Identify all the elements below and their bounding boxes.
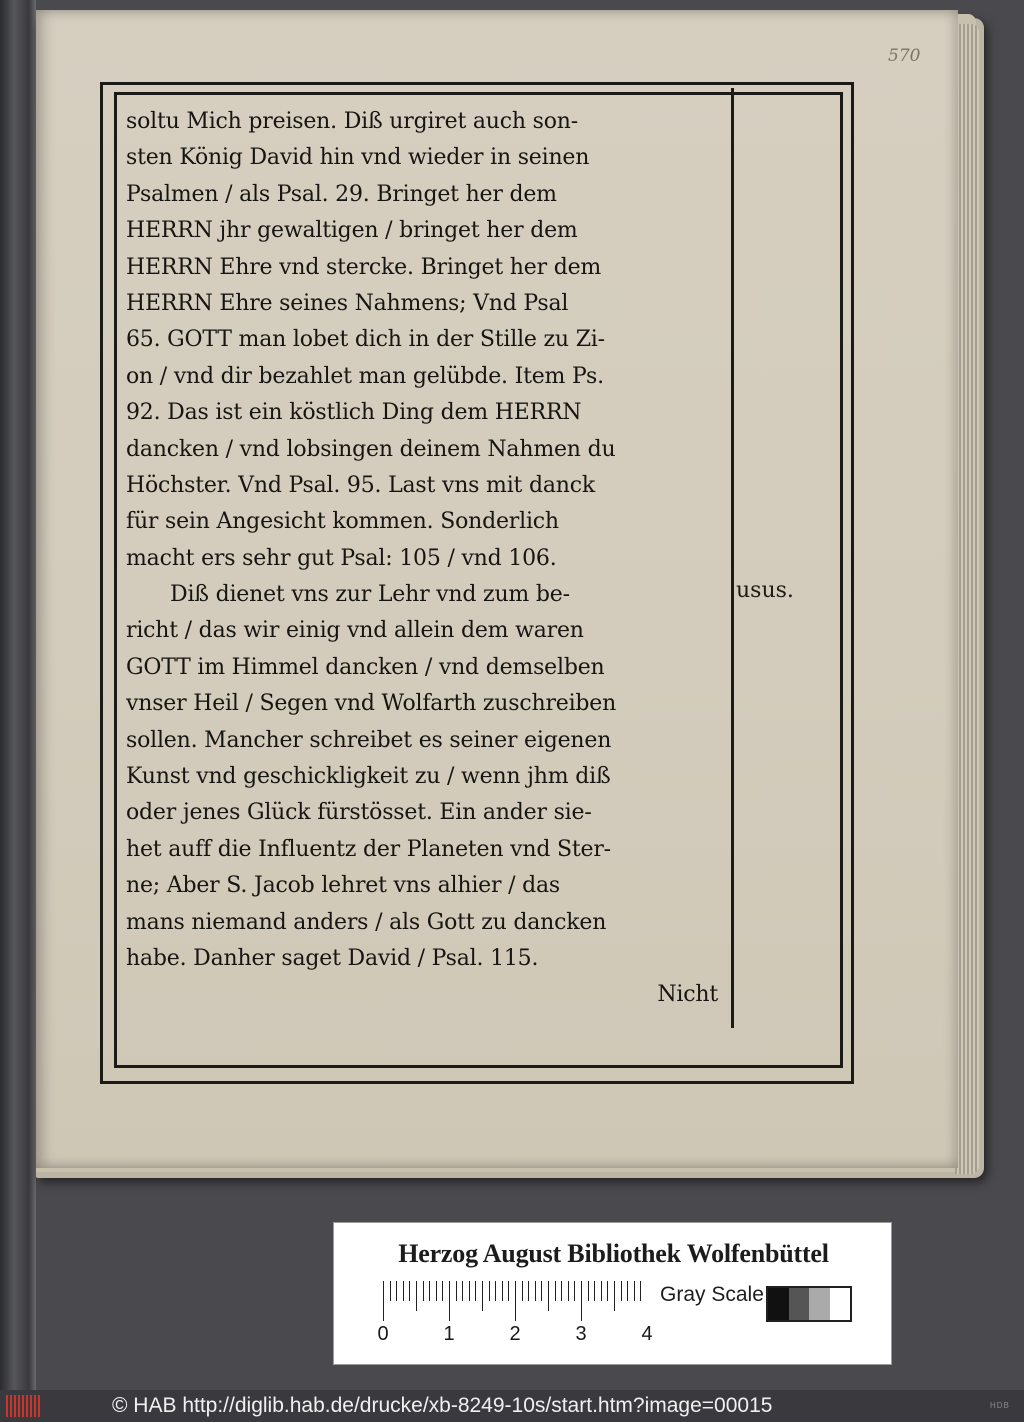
ruler-tick bbox=[423, 1281, 424, 1301]
text-line: Höchster. Vnd Psal. 95. Last vns mit danck bbox=[126, 472, 595, 498]
text-line: soltu Mich preisen. Diß urgiret auch son- bbox=[126, 109, 578, 134]
gray-swatch bbox=[809, 1288, 830, 1320]
color-scale-target bbox=[333, 1222, 892, 1365]
ruler-tick bbox=[555, 1281, 556, 1301]
ruler-tick bbox=[581, 1281, 582, 1321]
text-line: ne; Aber S. Jacob lehret vns alhier / das bbox=[126, 873, 561, 899]
text-line: Diß dienet vns zur Lehr vnd zum be- bbox=[170, 582, 570, 608]
text-line: für sein Angesicht kommen. Sonderlich bbox=[126, 509, 559, 535]
ruler-tick bbox=[568, 1281, 569, 1301]
ruler-tick bbox=[462, 1281, 463, 1301]
ruler-tick bbox=[588, 1281, 589, 1301]
footer-credit: © HAB http://diglib.hab.de/drucke/xb-8249-10s/start.htm?image=00015 bbox=[112, 1394, 773, 1417]
ruler-tick bbox=[541, 1281, 542, 1301]
ruler-tick bbox=[561, 1281, 562, 1301]
ruler-tick bbox=[522, 1281, 523, 1301]
text-line: vnser Heil / Segen vnd Wolfarth zuschreiben bbox=[126, 691, 617, 717]
ruler-tick bbox=[383, 1281, 384, 1321]
text-line: Kunst vnd geschickligkeit zu / wenn jhm diß bbox=[126, 764, 611, 790]
text-line: Psalmen / als Psal. 29. Bringet her dem bbox=[126, 181, 557, 207]
text-line: sten König David hin vnd wieder in seinen bbox=[126, 145, 590, 171]
ruler-tick bbox=[442, 1281, 443, 1301]
ruler-tick bbox=[449, 1281, 450, 1321]
ruler-tick bbox=[594, 1281, 595, 1301]
ruler-tick bbox=[621, 1281, 622, 1301]
text-line: habe. Danher saget David / Psal. 115. bbox=[126, 945, 539, 971]
footer-mark: HDB bbox=[990, 1401, 1010, 1410]
ruler-tick bbox=[396, 1281, 397, 1301]
ruler-tick bbox=[456, 1281, 457, 1301]
text-line: het auff die Influentz der Planeten vnd Ster- bbox=[126, 836, 611, 862]
ruler bbox=[374, 1281, 646, 1323]
text-line: macht ers sehr gut Psal: 105 / vnd 106. bbox=[126, 545, 557, 571]
footer-bar bbox=[0, 1390, 1024, 1422]
ruler-number: 2 bbox=[509, 1323, 521, 1345]
ruler-tick bbox=[475, 1281, 476, 1301]
ruler-tick bbox=[482, 1281, 483, 1311]
ruler-number: 4 bbox=[641, 1323, 653, 1345]
ruler-tick bbox=[515, 1281, 516, 1321]
ruler-tick bbox=[601, 1281, 602, 1301]
gray-swatch bbox=[789, 1288, 810, 1320]
ruler-tick bbox=[614, 1281, 615, 1311]
ruler-number: 1 bbox=[443, 1323, 455, 1345]
catchword: Nicht bbox=[657, 982, 718, 1008]
ruler-tick bbox=[574, 1281, 575, 1301]
library-title: Herzog August Bibliothek Wolfenbüttel bbox=[398, 1239, 829, 1268]
ruler-tick bbox=[607, 1281, 608, 1301]
hab-logo-icon bbox=[6, 1395, 42, 1417]
gray-swatch bbox=[768, 1288, 789, 1320]
gray-scale-strip bbox=[766, 1286, 852, 1322]
page-fore-edge bbox=[955, 24, 979, 1174]
ruler-tick bbox=[640, 1281, 641, 1301]
ruler-tick bbox=[548, 1281, 549, 1311]
ruler-tick bbox=[528, 1281, 529, 1301]
text-line: richt / das wir einig vnd allein dem waren bbox=[126, 618, 584, 644]
text-line: HERRN jhr gewaltigen / bringet her dem bbox=[126, 218, 578, 244]
text-line: GOTT im Himmel dancken / vnd demselben bbox=[126, 654, 605, 680]
ruler-tick bbox=[627, 1281, 628, 1301]
ruler-tick bbox=[403, 1281, 404, 1301]
ruler-tick bbox=[436, 1281, 437, 1301]
ruler-tick bbox=[409, 1281, 410, 1301]
ruler-number: 0 bbox=[377, 1323, 389, 1345]
text-line: oder jenes Glück fürstösset. Ein ander sie- bbox=[126, 800, 592, 826]
ruler-tick bbox=[469, 1281, 470, 1301]
text-line: on / vnd dir bezahlet man gelübde. Item Ps. bbox=[126, 363, 604, 389]
gray-swatch bbox=[830, 1288, 851, 1320]
ruler-tick bbox=[502, 1281, 503, 1301]
text-line: 65. GOTT man lobet dich in der Stille zu Zi- bbox=[126, 327, 605, 353]
folio-number: 570 bbox=[888, 46, 921, 66]
ruler-tick bbox=[634, 1281, 635, 1301]
text-block bbox=[126, 104, 718, 1014]
ruler-tick bbox=[508, 1281, 509, 1301]
gray-scale-label: Gray Scale bbox=[660, 1283, 764, 1306]
margin-note: usus. bbox=[736, 578, 794, 603]
ruler-tick bbox=[489, 1281, 490, 1301]
text-line: mans niemand anders / als Gott zu dancken bbox=[126, 909, 607, 935]
ruler-tick bbox=[416, 1281, 417, 1311]
ruler-tick bbox=[495, 1281, 496, 1301]
book-binding bbox=[0, 0, 36, 1390]
text-line: HERRN Ehre seines Nahmens; Vnd Psal bbox=[126, 290, 569, 316]
text-line: dancken / vnd lobsingen deinem Nahmen du bbox=[126, 436, 616, 462]
ruler-tick bbox=[535, 1281, 536, 1301]
text-line: 92. Das ist ein köstlich Ding dem HERRN bbox=[126, 400, 582, 426]
margin-rule bbox=[731, 88, 734, 1028]
text-line: HERRN Ehre vnd stercke. Bringet her dem bbox=[126, 254, 602, 280]
ruler-tick bbox=[429, 1281, 430, 1301]
ruler-tick bbox=[390, 1281, 391, 1301]
ruler-number: 3 bbox=[575, 1323, 587, 1345]
text-line: sollen. Mancher schreibet es seiner eigenen bbox=[126, 727, 612, 753]
